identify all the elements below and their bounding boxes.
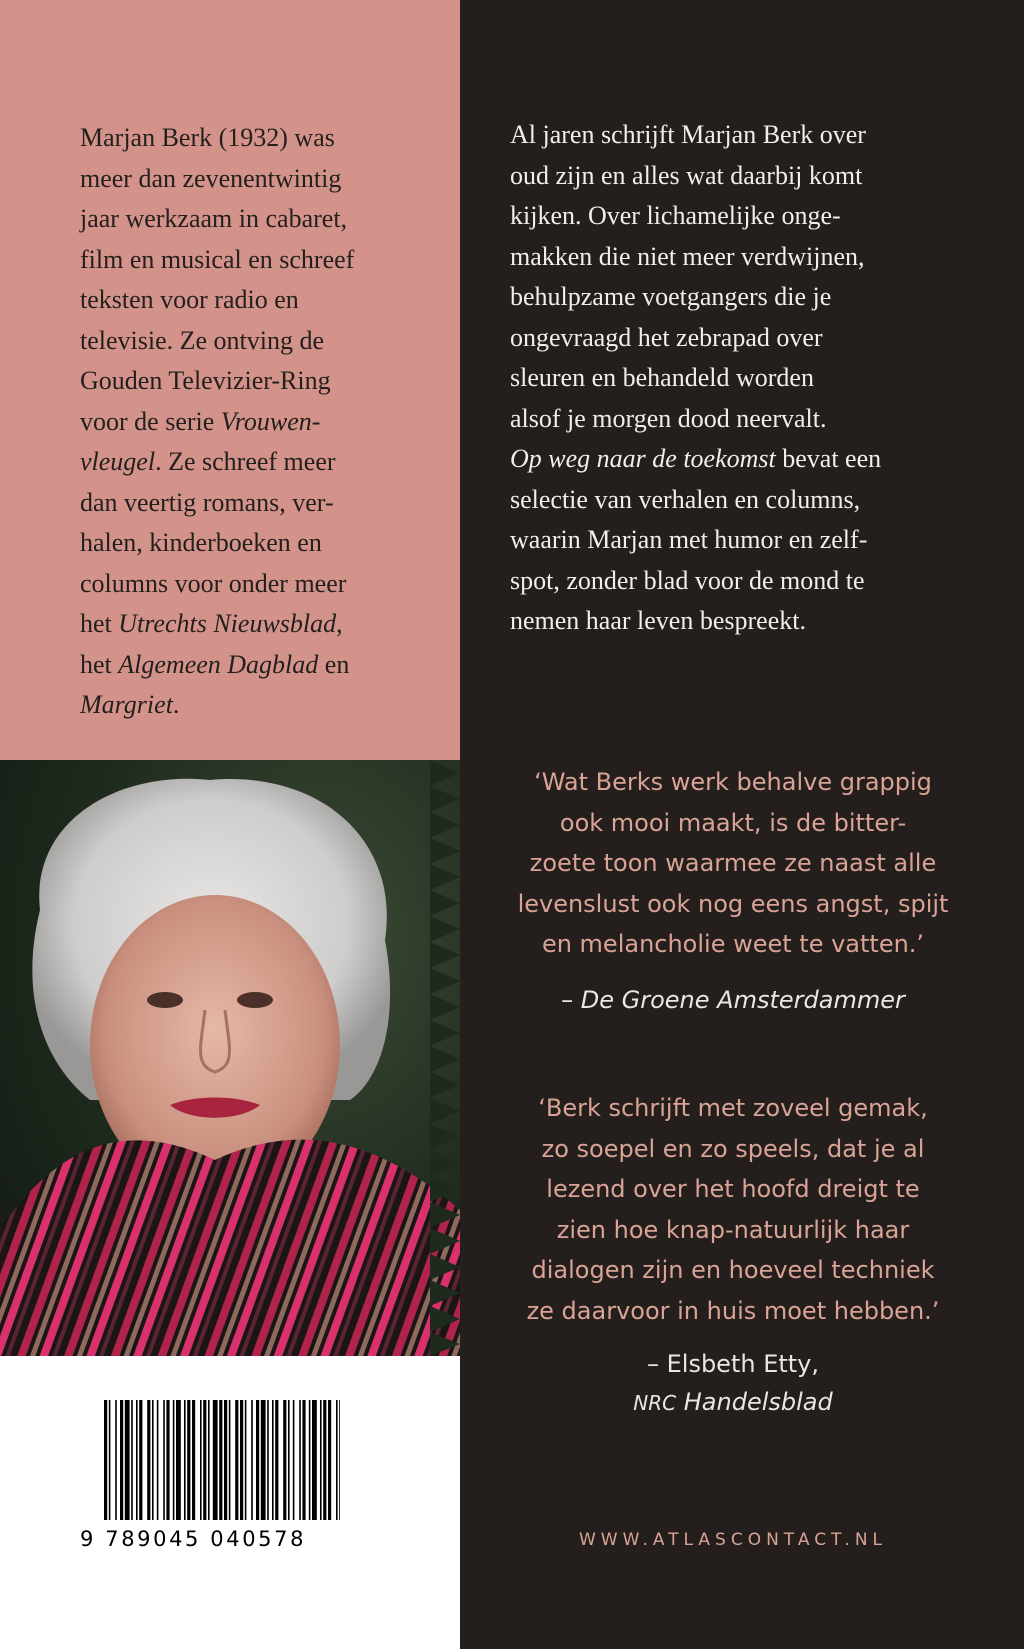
review-attribution-2: – Elsbeth Etty, NRC Handelsblad [633, 1350, 833, 1416]
barcode-bar [224, 1400, 227, 1520]
barcode-bar [312, 1400, 317, 1520]
barcode-bar [166, 1400, 169, 1520]
review-quote-1: ‘Wat Berks werk behalve grappig ook mooi maakt, is de bitter- zoete toon waarmee ze naast alle levenslust ook nog eens angst, spijt en melancholie weet te vatten.’ [517, 768, 949, 958]
barcode-bar [173, 1400, 175, 1520]
barcode-bar [192, 1400, 195, 1520]
review-quote-2: ‘Berk schrijft met zoveel gemak, zo soepel en zo speels, dat je al lezend over het hoofd dreigt te zien hoe knap-natuurlijk haar dialogen zijn en hoeveel techniek ze daarvoor in huis moet hebben.’ [526, 1094, 940, 1325]
magazine-title: Margriet [80, 690, 173, 719]
bio-panel [0, 0, 460, 760]
barcode [104, 1400, 340, 1520]
barcode-bar [293, 1400, 295, 1520]
publisher-website[interactable]: WWW.ATLASCONTACT.NL [578, 1530, 888, 1550]
barcode-bar [336, 1400, 338, 1520]
barcode-bar [219, 1400, 222, 1520]
newspaper-title: Algemeen Dagblad [118, 649, 319, 679]
barcode-bar [299, 1400, 301, 1520]
barcode-bar [163, 1400, 165, 1520]
barcode-bar [288, 1400, 290, 1520]
barcode-bar [283, 1400, 286, 1520]
review-attribution-1: – De Groene Amsterdammer [561, 986, 905, 1014]
barcode-bar [200, 1400, 202, 1520]
book-blurb: Al jaren schrijft Marjan Berk over oud zijn en alles wat daarbij komt kijken. Over lichamelijke onge- makken die niet meer verdwijnen, behulpzame voetgangers die je ongevraagd het zebrapad over sleuren en behandeld worden alsof je morgen dood neervalt. Op weg naar de toekomst bevat een selectie van verhalen en columns, waarin Marjan met humor en zelf- spot, zonder blad voor de mond te nemen haar leven bespreekt. [510, 120, 882, 635]
barcode-bar [187, 1400, 190, 1520]
barcode-bar [184, 1400, 186, 1520]
barcode-bar [229, 1400, 231, 1520]
barcode-bar [208, 1400, 210, 1520]
barcode-bar [213, 1400, 218, 1520]
barcode-bar [323, 1400, 326, 1520]
barcode-bar [152, 1400, 154, 1520]
barcode-bar [245, 1400, 247, 1520]
series-title: Vrouwen- [220, 406, 321, 436]
barcode-bar [302, 1400, 305, 1520]
barcode-bar [328, 1400, 331, 1520]
barcode-bar [309, 1400, 311, 1520]
barcode-bar [136, 1400, 138, 1520]
barcode-bar [176, 1400, 181, 1520]
barcode-bar [251, 1400, 253, 1520]
barcode-bar [261, 1400, 266, 1520]
barcode-bar [320, 1400, 322, 1520]
barcode-bar [203, 1400, 206, 1520]
barcode-bar [147, 1400, 150, 1520]
barcode-bar [139, 1400, 142, 1520]
author-bio: Marjan Berk (1932) was meer dan zevenentwintig jaar werkzaam in cabaret, film en musical en schreef teksten voor radio en televisie. Ze ontving de Gouden Televizier-Ring voor de serie Vrouwen- vleugel. Ze schreef meer dan veertig romans, ver- halen, kinderboeken en columns voor onder meer het Utrechts Nieuwsblad, het Algemeen Dagblad en Margriet. [80, 123, 355, 719]
barcode-bar [109, 1400, 111, 1520]
author-photo [0, 760, 460, 1356]
barcode-bar [256, 1400, 259, 1520]
barcode-bar [157, 1400, 159, 1520]
barcode-bar [235, 1400, 238, 1520]
barcode-bar [267, 1400, 269, 1520]
book-title: Op weg naar de toekomst [510, 444, 776, 473]
barcode-bar [275, 1400, 278, 1520]
barcode-bar [339, 1400, 340, 1520]
barcode-bar [104, 1400, 107, 1520]
barcode-bar [131, 1400, 133, 1520]
barcode-bar [240, 1400, 243, 1520]
barcode-bar [115, 1400, 117, 1520]
zigzag-edge [430, 0, 460, 1649]
isbn-number: 9 789045 040578 [80, 1527, 307, 1551]
barcode-bar [120, 1400, 123, 1520]
portrait-illustration [0, 760, 460, 1356]
barcode-bar [125, 1400, 130, 1520]
barcode-bar [272, 1400, 274, 1520]
newspaper-title: Utrechts Nieuwsblad [118, 609, 337, 638]
